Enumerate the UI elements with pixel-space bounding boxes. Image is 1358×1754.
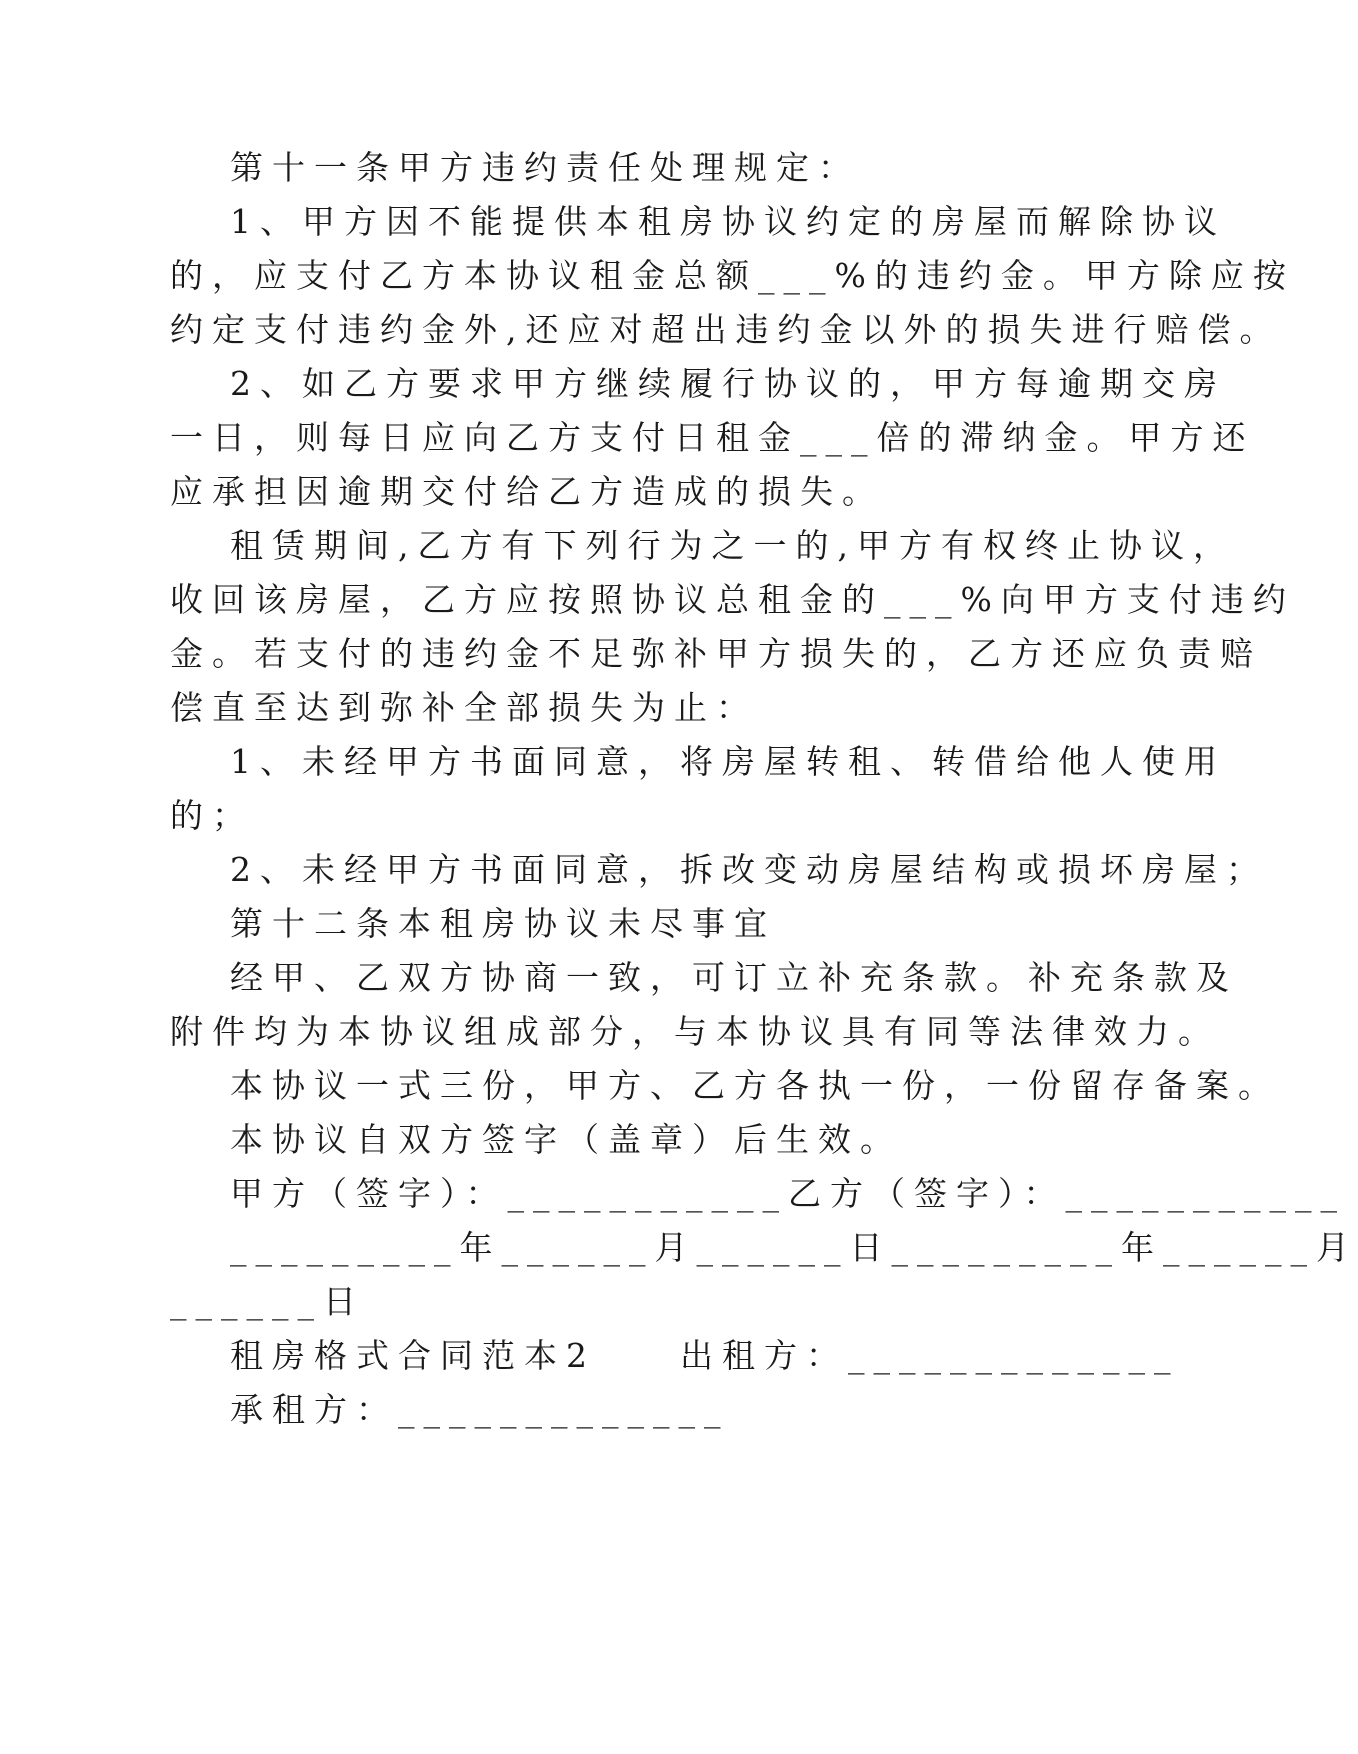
paragraph-line: 2、未经甲方书面同意，拆改变动房屋结构或损坏房屋； <box>230 850 1268 889</box>
date-line-end: ______日 <box>170 1282 365 1321</box>
paragraph-line: 约定支付违约金外,还应对超出违约金以外的损失进行赔偿。 <box>170 310 1282 349</box>
paragraph-line: 一日，则每日应向乙方支付日租金___倍的滞纳金。甲方还 <box>170 418 1255 457</box>
paragraph-line: 1、甲方因不能提供本租房协议约定的房屋而解除协议 <box>230 202 1226 241</box>
paragraph-line: 2、如乙方要求甲方继续履行协议的，甲方每逾期交房 <box>230 364 1226 403</box>
paragraph-line: 金。若支付的违约金不足弥补甲方损失的，乙方还应负责赔 <box>170 634 1262 673</box>
paragraph-line: 偿直至达到弥补全部损失为止： <box>170 688 758 727</box>
paragraph-line: 本协议自双方签字（盖章）后生效。 <box>230 1120 902 1159</box>
paragraph-line: 租赁期间,乙方有下列行为之一的,甲方有权终止协议， <box>230 526 1235 565</box>
paragraph-line: 的，应支付乙方本协议租金总额___%的违约金。甲方除应按 <box>170 256 1295 295</box>
paragraph-line: 应承担因逾期交付给乙方造成的损失。 <box>170 472 884 511</box>
tenant-line: 承租方：_____________ <box>230 1390 730 1429</box>
article-11-heading: 第十一条甲方违约责任处理规定： <box>230 148 860 187</box>
paragraph-line: 经甲、乙双方协商一致，可订立补充条款。补充条款及 <box>230 958 1238 997</box>
paragraph-line: 的； <box>170 796 254 835</box>
date-line: _________年______月______日_________年______月 <box>230 1228 1358 1267</box>
paragraph-line: 收回该房屋，乙方应按照协议总租金的___%向甲方支付违约 <box>170 580 1295 619</box>
signature-line: 甲方（签字）：___________乙方（签字）：___________ <box>230 1174 1346 1213</box>
paragraph-line: 附件均为本协议组成部分，与本协议具有同等法律效力。 <box>170 1012 1220 1051</box>
contract-template-2-heading: 租房格式合同范本2 出租方：_____________ <box>230 1336 1180 1375</box>
paragraph-line: 1、未经甲方书面同意，将房屋转租、转借给他人使用 <box>230 742 1226 781</box>
article-12-heading: 第十二条本租房协议未尽事宜 <box>230 904 776 943</box>
paragraph-line: 本协议一式三份，甲方、乙方各执一份，一份留存备案。 <box>230 1066 1280 1105</box>
